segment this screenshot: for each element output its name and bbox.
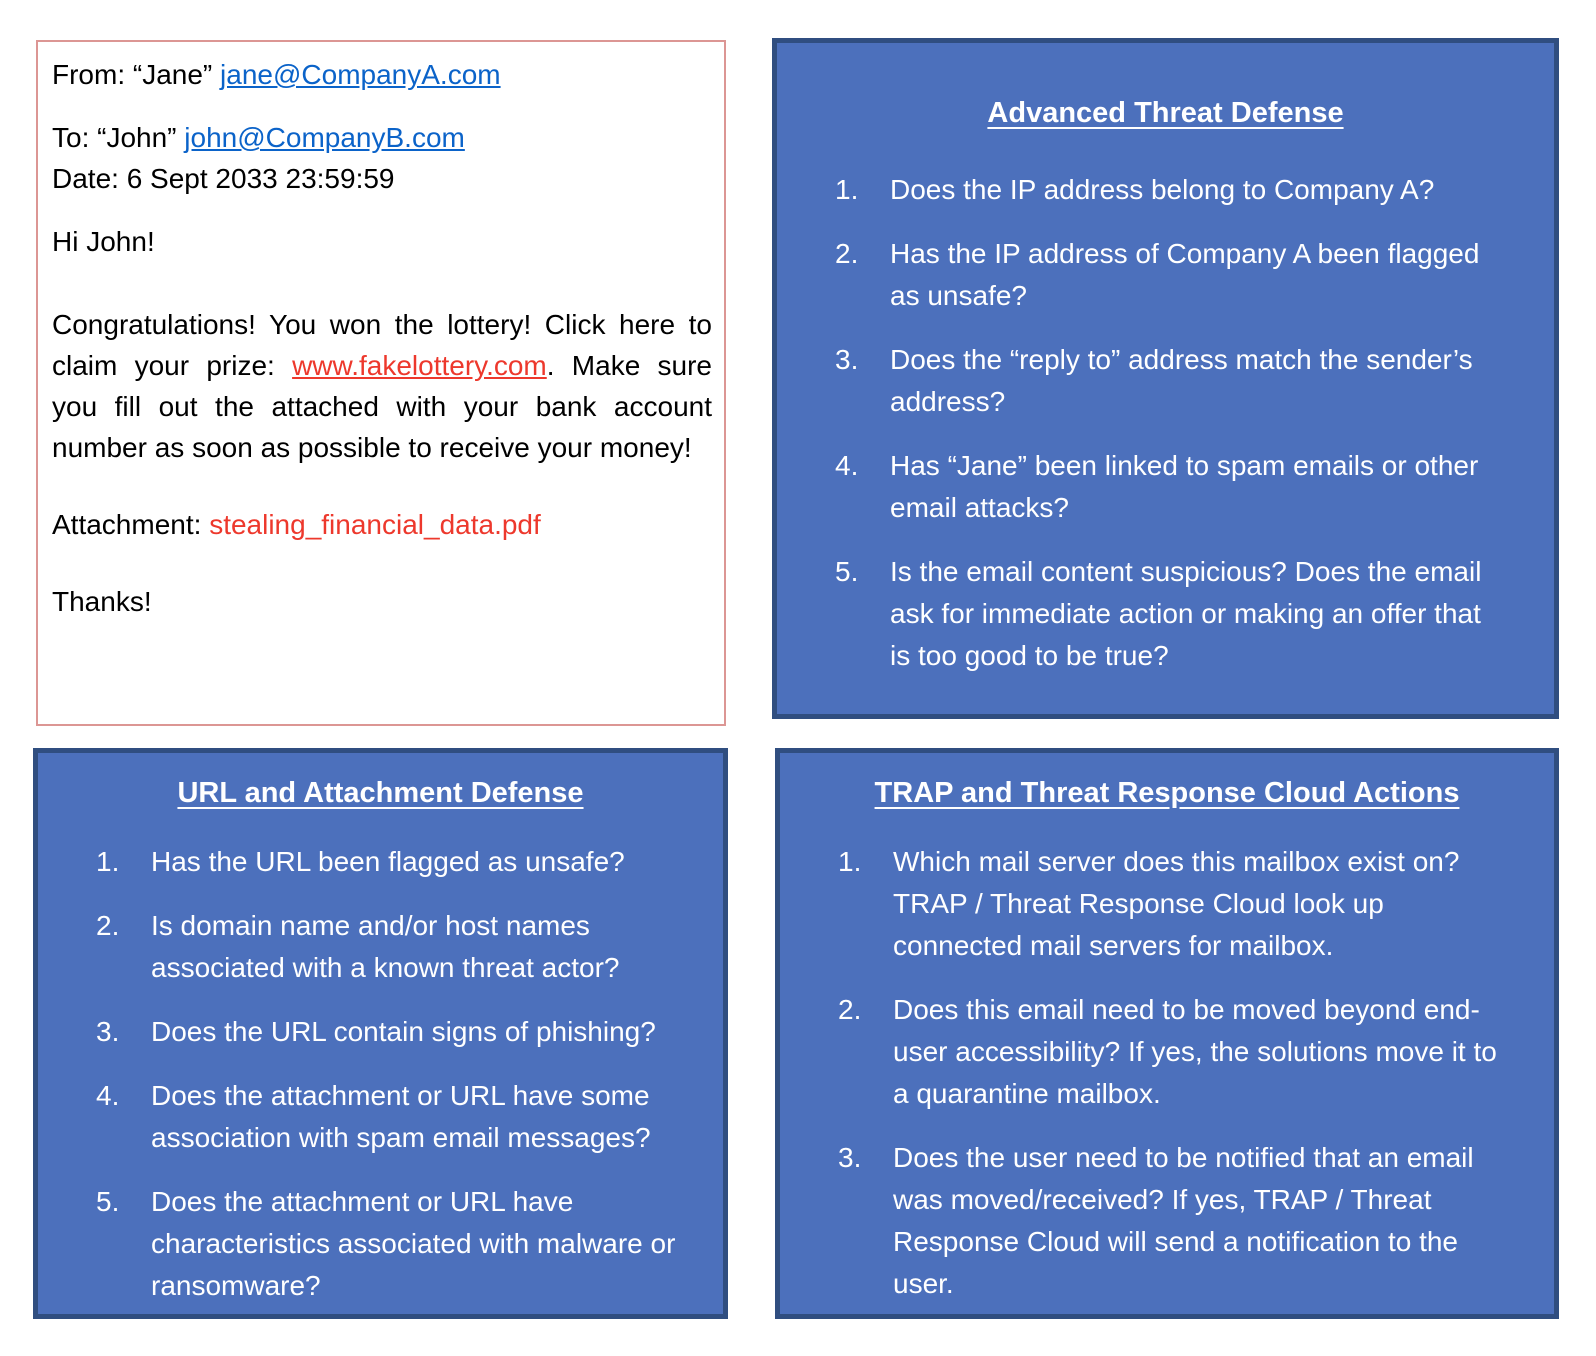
item-text: Is the email content suspicious? Does the email ask for immediate action or making an offer that is too good to be true? — [890, 556, 1482, 671]
item-text: Has the IP address of Company A been flagged as unsafe? — [890, 238, 1480, 311]
item-number: 3. — [838, 1142, 862, 1173]
email-example-panel — [36, 40, 726, 726]
list-item — [838, 1137, 1508, 1305]
item-text: Does the “reply to” address match the sender’s address? — [890, 344, 1473, 417]
item-number: 4. — [835, 450, 859, 481]
list-item — [96, 1075, 707, 1159]
recipient-name: “John” — [97, 122, 185, 153]
email-body-text-2: . Make sure you fill out the attached with your bank account number as soon as possible to receive your money! — [52, 350, 712, 463]
item-number: 2. — [838, 994, 862, 1025]
recipient-email-link[interactable]: john@CompanyB.com — [184, 122, 465, 153]
email-to-date-block — [52, 117, 712, 199]
item-text: Does the URL contain signs of phishing? — [151, 1016, 656, 1047]
to-label: To: — [52, 122, 98, 153]
attachment-label: Attachment: — [52, 509, 210, 540]
item-number: 4. — [96, 1080, 120, 1111]
item-number: 3. — [96, 1016, 120, 1047]
item-number: 5. — [96, 1186, 120, 1217]
list-item — [96, 905, 707, 989]
item-text: Has the URL been flagged as unsafe? — [151, 846, 625, 877]
item-text: Which mail server does this mailbox exist on? TRAP / Threat Response Cloud look up connected mail servers for mailbox. — [893, 846, 1460, 961]
trap-threat-response-actions-list — [780, 841, 1554, 1305]
panel-trap-threat-response-actions — [775, 748, 1559, 1319]
item-number: 2. — [96, 910, 120, 941]
attachment-filename: stealing_financial_data.pdf — [209, 509, 541, 540]
email-body-paragraph — [52, 304, 712, 468]
panel-advanced-threat-defense — [772, 38, 1559, 719]
item-text: Is domain name and/or host names associated with a known threat actor? — [151, 910, 620, 983]
from-label: From: — [52, 59, 133, 90]
item-text: Does the attachment or URL have some association with spam email messages? — [151, 1080, 651, 1153]
list-item — [96, 1011, 707, 1053]
list-item — [838, 841, 1508, 967]
item-number: 3. — [835, 344, 859, 375]
list-item — [96, 841, 707, 883]
email-body-text-1: Congratulations! You won the lottery! Click here to claim your prize: — [52, 309, 712, 381]
list-item — [835, 551, 1508, 677]
fake-lottery-link[interactable]: www.fakelottery.com — [292, 350, 547, 381]
list-item — [835, 233, 1508, 317]
email-greeting: Hi John! — [52, 226, 155, 257]
sender-name: “Jane” — [132, 59, 221, 90]
item-number: 1. — [838, 846, 862, 877]
item-text: Does this email need to be moved beyond end-user accessibility? If yes, the solutions move it to a quarantine mailbox. — [893, 994, 1497, 1109]
list-item — [838, 989, 1508, 1115]
list-item — [835, 169, 1508, 211]
item-text: Has “Jane” been linked to spam emails or other email attacks? — [890, 450, 1479, 523]
list-item — [835, 445, 1508, 529]
item-number: 1. — [835, 174, 859, 205]
list-item — [96, 1181, 707, 1307]
email-date-line: Date: 6 Sept 2033 23:59:59 — [52, 163, 395, 194]
list-item — [835, 339, 1508, 423]
item-number: 1. — [96, 846, 120, 877]
email-from-line — [52, 54, 712, 95]
panel-title-url-attachment-defense — [38, 771, 723, 815]
advanced-threat-defense-list — [777, 169, 1554, 677]
item-number: 2. — [835, 238, 859, 269]
item-text: Does the user need to be notified that an email was moved/received? If yes, TRAP / Threat Response Cloud will send a notification to the user. — [893, 1142, 1474, 1299]
panel-url-attachment-defense — [33, 748, 728, 1319]
panel-title-trap-threat-response-actions — [780, 771, 1554, 815]
panel-title-advanced-threat-defense — [777, 91, 1554, 135]
item-text: Does the attachment or URL have characteristics associated with malware or ransomware? — [151, 1186, 676, 1301]
email-closing: Thanks! — [52, 586, 152, 617]
panel-title-text: URL and Attachment Defense — [177, 777, 584, 809]
panel-title-text: Advanced Threat Defense — [987, 97, 1344, 129]
url-attachment-defense-list — [38, 841, 723, 1307]
item-number: 5. — [835, 556, 859, 587]
panel-title-text: TRAP and Threat Response Cloud Actions — [874, 777, 1460, 809]
sender-email-link[interactable]: jane@CompanyA.com — [220, 59, 501, 90]
item-text: Does the IP address belong to Company A? — [890, 174, 1435, 205]
email-attachment-line — [52, 504, 712, 545]
